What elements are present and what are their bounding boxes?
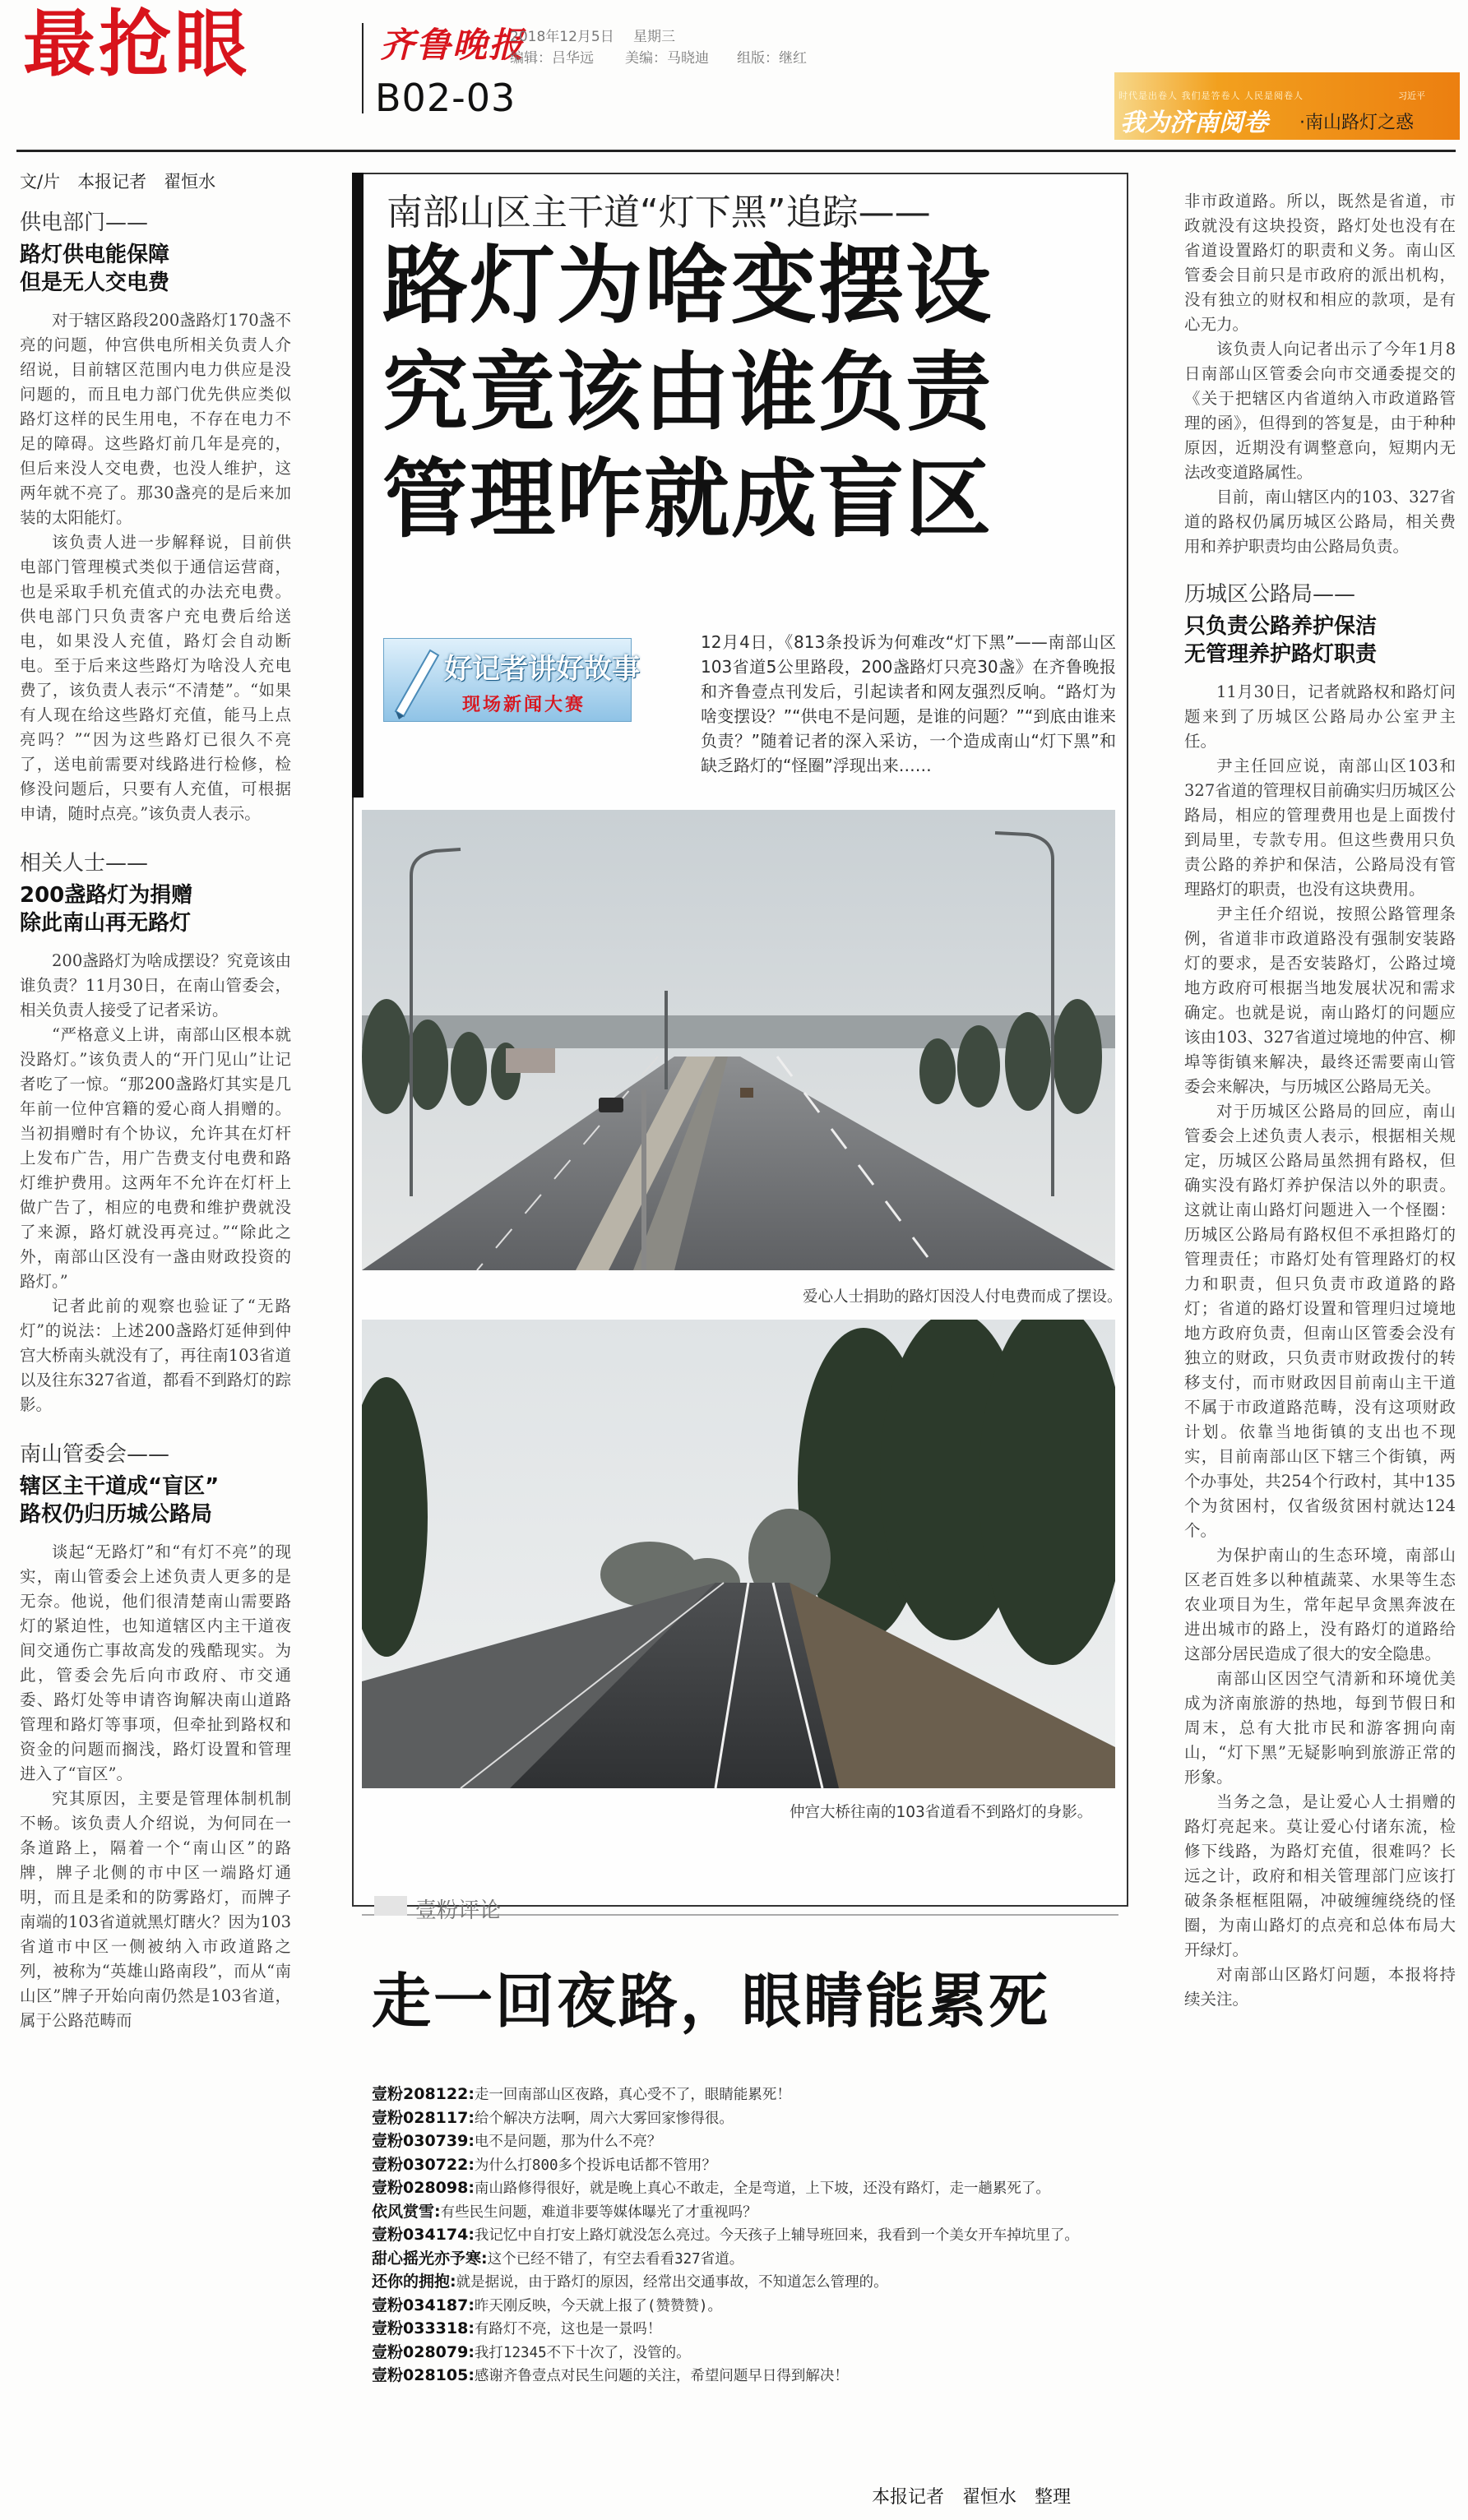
paragraph: 为保护南山的生态环境，南部山区老百姓多以种植蔬菜、水果等生态农业项目为生，常年起早贪黑奔波在进出城市的路上，没有路灯的道路给这部分居民造成了很大的安全隐患。 xyxy=(1184,1546,1456,1663)
section-heading: 辖区主干道成“盲区” xyxy=(20,1474,220,1499)
comment-item xyxy=(372,2271,1112,2295)
commenter-name: 壹粉208122: xyxy=(372,2085,475,2103)
commenter-name: 依风赏雪: xyxy=(372,2202,441,2221)
comment-item xyxy=(372,2295,1112,2319)
banner-title: 我为济南阅卷 xyxy=(1120,109,1268,137)
section-heading: 只负责公路养护保洁 xyxy=(1184,614,1378,639)
newspaper-name: 齐鲁晚报 xyxy=(380,25,526,65)
section-heading: 除此南山再无路灯 xyxy=(20,911,192,936)
comment-text: 给个解决方法啊，周六大雾回家惨得很。 xyxy=(474,2110,734,2127)
comment-item xyxy=(372,2365,1112,2388)
paragraph: “严格意义上讲，南部山区根本就没路灯。”该负责人的“开门见山”让记者吃了一惊。“那200盏路灯其实是几年前一位仲宫籍的爱心商人捐赠的。当初捐赠时有个协议，允许其在灯杆上发布广告，用广告费支付电费和路灯维护费用。这两年不允许在灯杆上做广告了，相应的电费和维护费就没了来源，路灯就没再亮过。”“除此之外，南部山区没有一盏由财政投资的路灯。” xyxy=(20,1025,291,1291)
pen-icon xyxy=(387,639,445,721)
paragraph: 记者此前的观察也验证了“无路灯”的说法：上述200盏路灯延伸到仲宫大桥南头就没有了，再往南103省道以及往东327省道，都看不到路灯的踪影。 xyxy=(20,1297,291,1414)
paragraph: 200盏路灯为啥成摆设？究竟该由谁负责？11月30日，在南山管委会，相关负责人接受了记者采访。 xyxy=(20,951,291,1020)
section-heading: 无管理养护路灯职责 xyxy=(1184,642,1378,667)
issue-weekday: 星期三 xyxy=(633,29,675,45)
headline-kicker: 南部山区主干道“灯下黑”追踪—— xyxy=(387,192,931,234)
headline-accent-bar xyxy=(352,173,364,798)
paragraph: 谈起“无路灯”和“有灯不亮”的现实，南山管委会上述负责人更多的是无奈。他说，他们很清楚南山需要路灯的紧迫性，也知道辖区内主干道夜间交通伤亡事故高发的残酷现实。为此，管委会先后向市政府、市交通委、路灯处等申请咨询解决南山道路管理和路灯等事项，但牵扯到路权和资金的问题而搁浅，路灯设置和管理进入了“盲区”。 xyxy=(20,1542,291,1783)
paragraph: 11月30日，记者就路权和路灯问题来到了历城区公路局办公室尹主任。 xyxy=(1184,682,1456,751)
comment-text: 我打12345不下十次了，没管的。 xyxy=(474,2344,691,2361)
comment-text: 这个已经不错了，有空去看看327省道。 xyxy=(487,2250,744,2268)
comment-item xyxy=(372,2342,1112,2365)
comment-text: 有些民生问题，难道非要等媒体曝光了才重视吗？ xyxy=(440,2203,757,2221)
comment-item xyxy=(372,2224,1112,2248)
editor-credit: 编辑：吕华远 xyxy=(510,50,594,67)
paragraph: 尹主任介绍说，按照公路管理条例，省道非市政道路没有强制安装路灯的要求，是否安装路灯，公路过境地方政府可根据当地发展状况和需求确定。也就是说，南山路灯的问题应该由103、327省道过境地的仲宫、柳埠等街镇来解决，最终还需要南山管委会来解决，与历城区公路局无关。 xyxy=(1184,904,1456,1096)
paragraph: 该负责人进一步解释说，目前供电部门管理模式类似于通信运营商，也是采取手机充值式的办法充电费。供电部门只负责客户充电费后给送电，如果没人充值，路灯会自动断电。至于后来这些路灯为啥没人充电费了，该负责人表示“不清楚”。“如果有人现在给这些路灯充值，能马上点亮吗？”“因为这些路灯已很久不亮了，送电前需要对线路进行检修，检修没问题后，只要有人充值，可根据申请，随时点亮。”该负责人表示。 xyxy=(20,533,291,823)
section-label: 南山管委会—— xyxy=(20,1442,170,1467)
comment-credit: 本报记者 翟恒水 整理 xyxy=(872,2487,1072,2508)
article-lede: 12月4日，《813条投诉为何难改“灯下黑”——南部山区103省道5公里路段，200盏路灯只亮30盏》在齐鲁晚报和齐鲁壹点刊发后，引起读者和网友强烈反响。“路灯为啥变摆设？”“供电不是问题，是谁的问题？”“到底由谁来负责？”随着记者的深入采访，一个造成南山“灯下黑”和缺乏路灯的“怪圈”浮现出来…… xyxy=(701,632,1116,775)
section-heading: 200盏路灯为捐赠 xyxy=(20,883,193,908)
comment-item xyxy=(372,2318,1112,2342)
banner-quote: 时代是出卷人 我们是答卷人 人民是阅卷人 xyxy=(1118,90,1304,101)
right-column xyxy=(1184,189,1456,2012)
comment-headline: 走一回夜路，眼睛能累死 xyxy=(372,1967,1051,2036)
photo-road-with-streetlights xyxy=(362,810,1115,1270)
comment-text: 昨天刚反映，今天就上报了(赞赞赞)。 xyxy=(474,2297,722,2314)
photo-caption: 仲宫大桥往南的103省道看不到路灯的身影。 xyxy=(790,1804,1093,1821)
section-label: 历城区公路局—— xyxy=(1184,582,1356,607)
comment-item xyxy=(372,2107,1112,2131)
commenter-name: 甜心摇光亦予寒: xyxy=(372,2249,488,2268)
badge-subtitle: 现场新闻大赛 xyxy=(462,695,586,715)
paragraph: 南部山区因空气清新和环境优美成为济南旅游的热地，每到节假日和周末，总有大批市民和游客拥向南山，“灯下黑”无疑影响到旅游正常的形象。 xyxy=(1184,1669,1456,1787)
paragraph: 对于辖区路段200盏路灯170盏不亮的问题，仲宫供电所相关负责人介绍说，目前辖区范围内电力供应是没问题的，而且电力部门优先供应类似路灯这样的民生用电，不存在电力不足的障碍。这些路灯前几年是亮的，但后来没人交电费，也没人维护，这两年就不亮了。那30盏亮的是后来加装的太阳能灯。 xyxy=(20,311,291,527)
headline-line: 路灯为啥变摆设 xyxy=(382,235,993,335)
page-number: B02-03 xyxy=(375,76,516,120)
comment-item xyxy=(372,2154,1112,2178)
comment-item xyxy=(372,2083,1112,2107)
section-label: 供电部门—— xyxy=(20,210,149,235)
comment-text: 南山路修得很好，就是晚上真心不敢走，全是弯道，上下坡，还没有路灯，走一趟累死了。 xyxy=(474,2180,1050,2197)
commenter-name: 壹粉028105: xyxy=(372,2366,475,2384)
banner-subtitle: ·南山路灯之惑 xyxy=(1299,113,1414,133)
header-rule xyxy=(16,150,1456,152)
comment-text: 就是据说，由于路灯的原因，经常出交通事故，不知道怎么管理的。 xyxy=(456,2274,888,2291)
layout-credit: 组版：继红 xyxy=(737,50,807,67)
comment-text: 电不是问题，那为什么不亮？ xyxy=(474,2134,662,2150)
comment-label-marker xyxy=(374,1896,407,1916)
commenter-name: 壹粉028098: xyxy=(372,2179,475,2197)
commenter-name: 壹粉028117: xyxy=(372,2108,475,2127)
section-heading: 路权仍归历城公路局 xyxy=(20,1502,213,1527)
section-heading: 但是无人交电费 xyxy=(20,270,170,295)
paragraph: 非市政道路。所以，既然是省道，市政就没有这块投资，路灯处也没有在省道设置路灯的职责和义务。南山区管委会目前只是市政府的派出机构，没有独立的财权和相应的款项，是有心无力。 xyxy=(1184,192,1456,334)
comment-item xyxy=(372,2177,1112,2201)
banner-quote-author: 习近平 xyxy=(1398,90,1425,101)
comment-text: 有路灯不亮，这也是一景吗！ xyxy=(474,2321,662,2337)
paragraph: 尹主任回应说，南部山区103和327省道的管理权目前确实归历城区公路局，相应的管理费用也是上面拨付到局里，专款专用。但这些费用只负责公路的养护和保洁，公路局没有管理路灯的职责，也没有这块费用。 xyxy=(1184,756,1456,899)
commenter-name: 壹粉034174: xyxy=(372,2226,475,2244)
paragraph: 对于历城区公路局的回应，南山管委会上述负责人表示，根据相关规定，历城区公路局虽然拥有路权，但确实没有路灯养护保洁以外的职责。这就让南山路灯问题进入一个怪圈：历城区公路局有路权但不承担路灯的管理责任；市路灯处有管理路灯的权力和职责，但只负责市政道路的路灯；省道的路灯设置和管理归过境地地方政府负责，但南山区管委会没有独立的财政，只负责市财政拨付的转移支付，而市财政因目前南山主干道不属于市政道路范畴，没有这项财政计划。依靠当地街镇的支出也不现实，目前南部山区下辖三个街镇，两个办事处，共254个行政村，其中135个为贫困村，仅省级贫困村就达124个。 xyxy=(1184,1102,1456,1540)
paragraph: 该负责人向记者出示了今年1月8日南部山区管委会向市交通委提交的《关于把辖区内省道纳入市政道路管理的函》，但得到的答复是，由于种种原因，近期没有调整意向，短期内无法改变道路属性。 xyxy=(1184,340,1456,482)
commenter-name: 壹粉033318: xyxy=(372,2319,475,2337)
comment-text: 我记忆中自打安上路灯就没怎么亮过。今天孩子上辅导班回来，我看到一个美女开车掉坑里了。 xyxy=(474,2227,1079,2244)
road-photo-illustration xyxy=(362,810,1115,1270)
photo-road-no-streetlights xyxy=(362,1320,1115,1788)
commenter-name: 壹粉030739: xyxy=(372,2132,475,2150)
section-heading: 路灯供电能保障 xyxy=(20,243,170,267)
comment-section-label: 壹粉评论 xyxy=(415,1898,502,1923)
comment-item xyxy=(372,2201,1112,2225)
badge-title: 好记者讲好故事 xyxy=(444,653,640,686)
paragraph: 对南部山区路灯问题，本报将持续关注。 xyxy=(1184,1965,1456,2009)
section-label: 相关人士—— xyxy=(20,851,149,876)
left-column xyxy=(20,206,291,2033)
commenter-name: 还你的拥抱: xyxy=(372,2273,456,2291)
commenter-name: 壹粉034187: xyxy=(372,2296,475,2314)
comment-text: 走一回南部山区夜路，真心受不了，眼睛能累死！ xyxy=(474,2087,791,2103)
comment-item xyxy=(372,2130,1112,2154)
paragraph: 当务之急，是让爱心人士捐赠的路灯亮起来。莫让爱心付诸东流，检修下线路，为路灯充值，很难吗？长远之计，政府和相关管理部门应该打破条条框框阻隔，冲破缠缠绕绕的怪圈，为南山路灯的点亮和总体布局大开绿灯。 xyxy=(1184,1792,1456,1959)
paragraph: 目前，南山辖区内的103、327省道的路权仍属历城区公路局，相关费用和养护职责均由公路局负责。 xyxy=(1184,488,1456,556)
comment-list xyxy=(372,2083,1112,2388)
photo-caption: 爱心人士捐助的路灯因没人付电费而成了摆设。 xyxy=(803,1288,1123,1306)
comment-text: 为什么打800多个投诉电话都不管用？ xyxy=(474,2157,717,2174)
header-divider xyxy=(362,23,364,113)
road-photo-illustration xyxy=(362,1320,1115,1788)
comment-text: 感谢齐鲁壹点对民生问题的关注，希望问题早日得到解决！ xyxy=(474,2368,849,2384)
headline-line: 究竟该由谁负责 xyxy=(382,342,993,442)
headline-line: 管理咋就成盲区 xyxy=(382,449,993,549)
section-logo: 最抢眼 xyxy=(23,2,251,86)
commenter-name: 壹粉030722: xyxy=(372,2155,475,2174)
art-credit: 美编：马晓迪 xyxy=(625,50,709,67)
main-headline xyxy=(382,232,993,553)
commenter-name: 壹粉028079: xyxy=(372,2342,475,2361)
comment-item xyxy=(372,2248,1112,2272)
paragraph: 究其原因，主要是管理体制机制不畅。该负责人介绍说，为何同在一条道路上，隔着一个“南山区”的路牌，牌子北侧的市中区一端路灯通明，而且是柔和的防雾路灯，而牌子南端的103省道就黑灯瞎火？因为103省道市中区一侧被纳入市政道路之列，被称为“英雄山路南段”，而从“南山区”牌子开始向南仍然是103省道，属于公路范畴而 xyxy=(20,1789,291,2030)
byline: 文/片 本报记者 翟恒水 xyxy=(20,172,216,192)
issue-date: 2018年12月5日 xyxy=(510,29,614,45)
